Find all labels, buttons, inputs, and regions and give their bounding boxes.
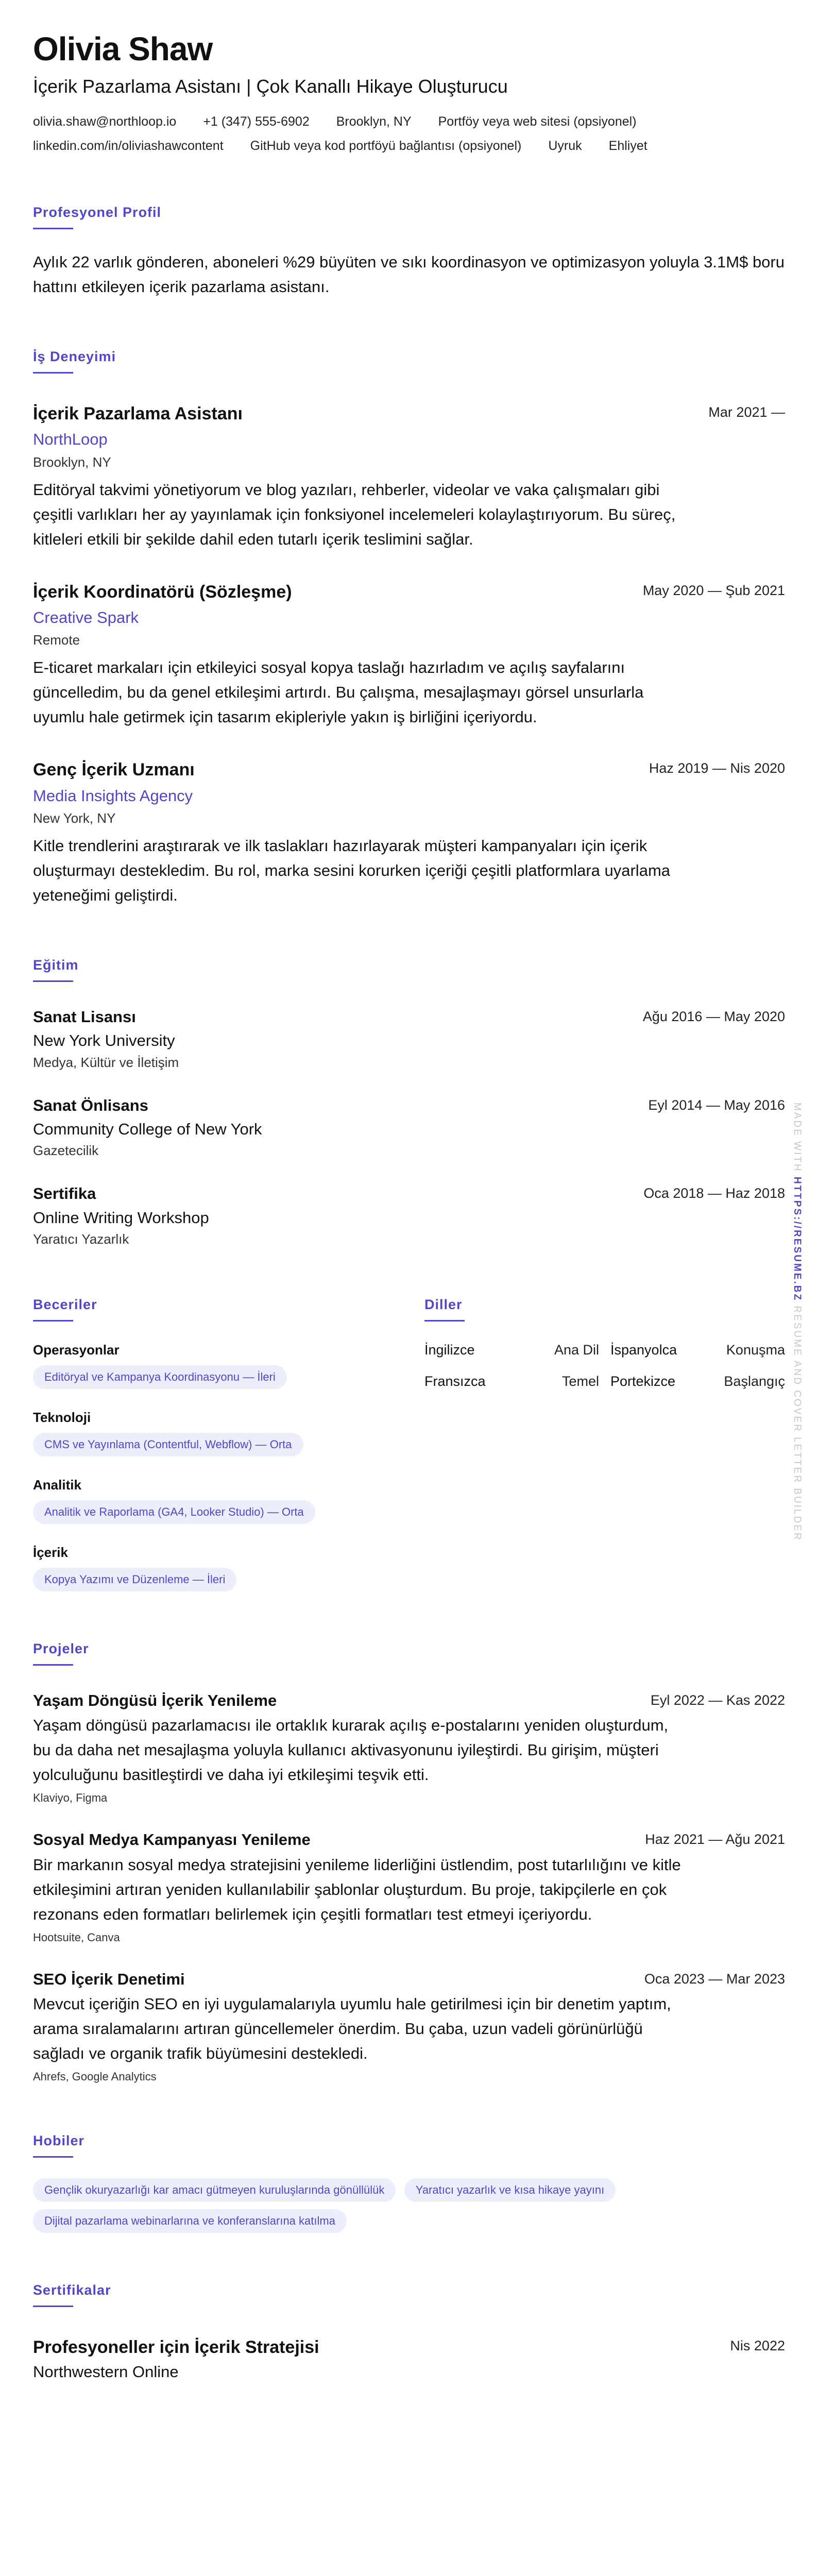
skills-languages-row [33,1297,785,1591]
project-tools: Klaviyo, Figma [33,1791,108,1805]
job-company: NorthLoop [33,430,108,449]
certification-issuer: Northwestern Online [33,2363,179,2381]
language-item [424,1342,599,1358]
builder-watermark [791,1103,803,1541]
contact-phone[interactable]: +1 (347) 555-6902 [203,114,310,129]
education-dates: Oca 2018 — Haz 2018 [643,1185,785,1201]
certifications-section [33,2282,785,2382]
experience-section [33,349,785,908]
section-divider [33,372,73,374]
degree-title: Sertifika [33,1184,96,1203]
contact-info [33,113,785,156]
job-location: Remote [33,632,80,648]
education-section [33,957,785,1247]
experience-entry [33,581,785,730]
project-entry [33,1690,785,1805]
section-divider [424,1320,465,1321]
skill-chip: Analitik ve Raporlama (GA4, Looker Studio) — Orta [33,1500,315,1524]
field-of-study: Gazetecilik [33,1143,99,1159]
section-title: Profesyonel Profil [33,205,162,221]
candidate-headline: İçerik Pazarlama Asistanı | Çok Kanallı Hikaye Oluşturucu [33,76,508,97]
project-entry [33,1969,785,2083]
education-entry [33,1095,785,1159]
language-level: Konuşma [726,1342,785,1358]
project-name: Yaşam Döngüsü İçerik Yenileme [33,1691,277,1709]
languages-section [424,1297,785,1591]
skill-category: Operasyonlar [33,1342,120,1358]
hobby-chip: Gençlik okuryazarlığı kar amacı gütmeyen kuruluşlarında gönüllülük [33,2178,396,2202]
job-dates: Mar 2021 — [708,404,785,420]
language-level: Temel [561,1373,599,1389]
skills-section [33,1297,424,1591]
language-row [424,1374,785,1389]
section-title: Projeler [33,1640,89,1656]
section-title: Diller [424,1296,463,1312]
skill-chip: CMS ve Yayınlama (Contentful, Webflow) — Orta [33,1433,303,1456]
job-company: Media Insights Agency [33,786,193,805]
field-of-study: Medya, Kültür ve İletişim [33,1054,179,1070]
language-name: İspanyolca [610,1342,677,1358]
language-item [424,1374,599,1389]
resume-page [33,31,785,2383]
contact-location: Brooklyn, NY [336,114,412,129]
skill-group [33,1477,424,1524]
project-name: SEO İçerik Denetimi [33,1970,185,1988]
field-of-study: Yaratıcı Yazarlık [33,1231,129,1247]
job-description: Editöryal takvimi yönetiyorum ve blog yazıları, rehberler, videolar ve vaka çalışmaları gibi çeşitli varlıkları her ay yayınlamak için fonksiyonel incelemeleri kolaylaştırıyorum. Bu süreç, kitleleri etkili bir şekilde dahil eden tutarlı içerik teslimini sağlar. [33,480,676,548]
experience-entry [33,402,785,552]
education-entry [33,1007,785,1071]
school-name: Online Writing Workshop [33,1208,209,1227]
experience-entry [33,758,785,908]
project-tools: Hootsuite, Canva [33,1930,120,1944]
contact-license: Ehliyet [608,139,647,154]
project-dates: Oca 2023 — Mar 2023 [644,1971,785,1987]
section-divider [33,1320,73,1321]
language-level: Başlangıç [724,1373,785,1389]
contact-github[interactable]: GitHub veya kod portföyü bağlantısı (opsiyonel) [250,139,522,154]
language-name: Fransızca [424,1373,486,1389]
section-divider [33,228,73,229]
language-name: Portekizce [610,1373,676,1389]
skill-chip: Editöryal ve Kampanya Koordinasyonu — İleri [33,1365,287,1389]
language-level: Ana Dil [554,1342,599,1358]
hobby-chip: Dijital pazarlama webinarlarına ve konferanslarına katılma [33,2209,347,2233]
job-location: New York, NY [33,810,116,826]
hobby-list [33,2171,785,2233]
section-divider [33,980,73,982]
language-name: İngilizce [424,1342,475,1358]
section-title: Eğitim [33,957,79,973]
job-title: Genç İçerik Uzmanı [33,760,195,780]
school-name: Community College of New York [33,1120,262,1138]
job-dates: Haz 2019 — Nis 2020 [649,760,785,776]
job-description: E-ticaret markaları için etkileyici sosyal kopya taslağı hazırladım ve açılış sayfalarını güncelledim, bu da genel etkileşimi artırdı. Bu çalışma, mesajlaşmayı görsel unsurlarla uyumlu hale getirmek için tasarım ekipleriyle yakın iş birliğini içeriyordu. [33,658,644,726]
project-description: Yaşam döngüsü pazarlamacısı ile ortaklık kurarak açılış e-postalarını yeniden oluşturdum, bu da daha net mesajlaşma yoluyla kullanıcı aktivasyonunu iyileştirdi. Bu girişim, müşteri yolculuğunu basitleştirdi ve daha iyi etkileşimi teşvik etti. [33,1716,669,1784]
hobby-chip: Yaratıcı yazarlık ve kısa hikaye yayını [404,2178,616,2202]
degree-title: Sanat Lisansı [33,1008,136,1026]
certification-entry [33,2336,785,2382]
school-name: New York University [33,1031,175,1050]
degree-title: Sanat Önlisans [33,1096,148,1114]
job-location: Brooklyn, NY [33,454,111,470]
skill-group [33,1410,424,1456]
skill-category: Analitik [33,1477,81,1493]
contact-email[interactable]: olivia.shaw@northloop.io [33,114,177,129]
education-entry [33,1183,785,1247]
watermark-suffix: RESUME AND COVER LETTER BUILDER [792,1301,803,1541]
project-dates: Eyl 2022 — Kas 2022 [650,1692,785,1708]
section-title: Hobiler [33,2133,85,2149]
builder-link[interactable]: HTTPS://RESUME.BZ [792,1177,803,1302]
project-tools: Ahrefs, Google Analytics [33,2070,157,2083]
contact-linkedin[interactable]: linkedin.com/in/oliviashawcontent [33,139,224,154]
section-title: Beceriler [33,1296,97,1312]
job-title: İçerik Pazarlama Asistanı [33,404,243,424]
profile-section [33,205,785,299]
skill-group [33,1342,424,1389]
watermark-prefix: MADE WITH [792,1103,803,1177]
job-dates: May 2020 — Şub 2021 [642,582,785,598]
project-dates: Haz 2021 — Ağu 2021 [645,1832,785,1848]
candidate-name: Olivia Shaw [33,30,213,67]
project-description: Bir markanın sosyal medya stratejisini yenileme liderliğini üstlendim, post tutarlılığını ve kitle etkileşimini artıran yeniden kullanılabilir şablonlar oluşturdum. Bu proje, takipçilerle en çok rezonans eden formatları belirlemek için çeşitli formatları test etmeyi içeriyordu. [33,1855,681,1923]
projects-section [33,1641,785,2083]
language-item [610,1342,785,1358]
section-title: Sertifikalar [33,2282,111,2298]
section-divider [33,1664,73,1666]
contact-portfolio[interactable]: Portföy veya web sitesi (opsiyonel) [438,114,637,129]
project-entry [33,1829,785,1944]
project-name: Sosyal Medya Kampanyası Yenileme [33,1831,311,1849]
section-divider [33,2156,73,2158]
job-description: Kitle trendlerini araştırarak ve ilk taslakları hazırlayarak müşteri kampanyaları için içerik oluşturmayı destekledim. Bu rol, marka sesini korurken içeriği çeşitli platformlara uyarlama yeteneğimi geliştirdi. [33,836,671,904]
hobbies-section [33,2133,785,2233]
education-dates: Ağu 2016 — May 2020 [642,1009,785,1025]
certification-name: Profesyoneller için İçerik Stratejisi [33,2337,319,2358]
certification-date: Nis 2022 [730,2338,785,2354]
skill-category: İçerik [33,1544,68,1560]
project-description: Mevcut içeriğin SEO en iyi uygulamalarıyla uyumlu hale getirilmesi için bir denetim yaptım, arama sıralamalarını artıran güncellemeler önerdim. Bu çaba, uzun vadeli görünürlüğü sağladı ve organik trafik büyümesini destekledi. [33,1995,671,2063]
section-divider [33,2306,73,2307]
contact-nationality: Uyruk [548,139,582,154]
education-dates: Eyl 2014 — May 2016 [648,1097,785,1113]
language-item [610,1374,785,1389]
job-title: İçerik Koordinatörü (Sözleşme) [33,582,292,602]
resume-header [33,31,785,155]
language-row [424,1342,785,1358]
skill-category: Teknoloji [33,1409,91,1425]
skill-chip: Kopya Yazımı ve Düzenleme — İleri [33,1568,236,1591]
profile-summary: Aylık 22 varlık gönderen, aboneleri %29 büyüten ve sıkı koordinasyon ve optimizasyon yoluyla 3.1M$ boru hattını etkileyen içerik pazarlama asistanı. [33,253,785,296]
section-title: İş Deneyimi [33,349,116,365]
skill-group [33,1545,424,1591]
job-company: Creative Spark [33,608,139,626]
